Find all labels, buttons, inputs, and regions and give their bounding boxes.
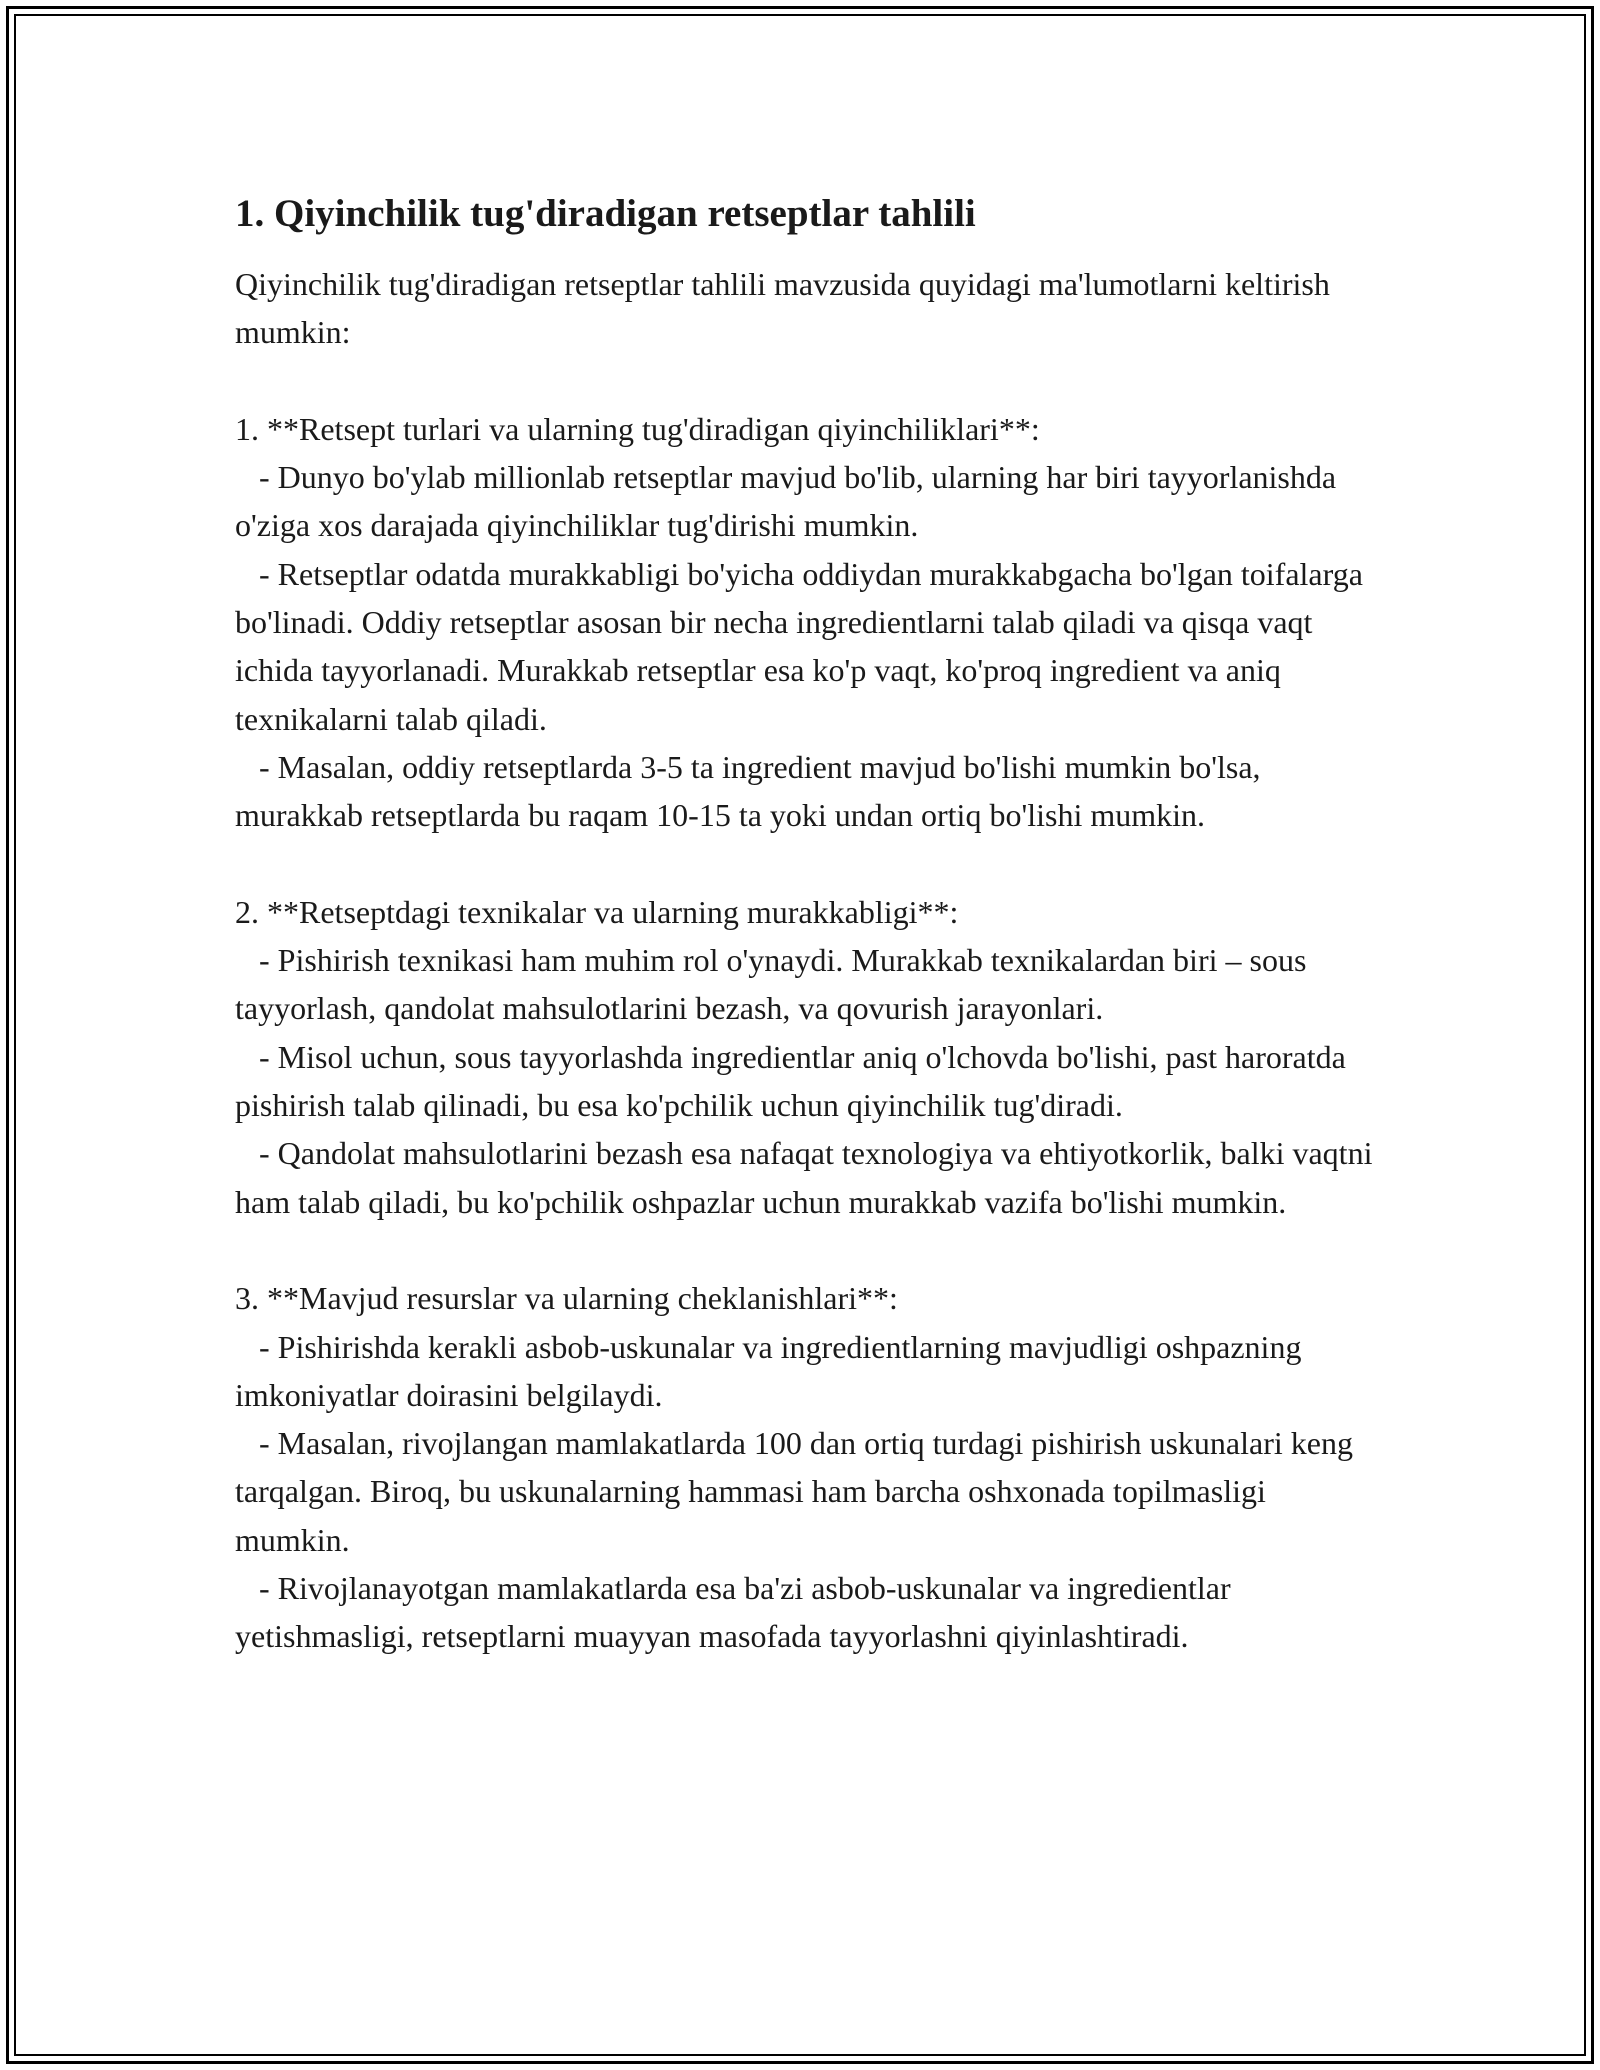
document-title: 1. Qiyinchilik tug'diradigan retseptlar tahlili [235,192,976,235]
document-content [235,190,1375,1661]
document-body: Qiyinchilik tug'diradigan retseptlar tahlili mavzusida quyidagi ma'lumotlarni keltirish mumkin: 1. **Retsept turlari va ularning tug'diradigan qiyinchiliklari**: - Dunyo bo'ylab millionlab retseptlar mavjud bo'lib, ularning har biri tayyorlanishda o'ziga xos darajada qiyinchiliklar tug'dirishi mumkin. - Retseptlar odatda murakkabligi bo'yicha oddiydan murakkabgacha bo'lgan toifalarga bo'linadi. Oddiy retseptlar asosan bir necha ingredientlarni talab qiladi va qisqa vaqt ichida tayyorlanadi. Murakkab retseptlar esa ko'p vaqt, ko'proq ingredient va aniq texnikalarni talab qiladi. - Masalan, oddiy retseptlarda 3-5 ta ingredient mavjud bo'lishi mumkin bo'lsa, murakkab retseptlarda bu raqam 10-15 ta yoki undan ortiq bo'lishi mumkin. 2. **Retseptdagi texnikalar va ularning murakkabligi**: - Pishirish texnikasi ham muhim rol o'ynaydi. Murakkab texnikalardan biri – sous tayyorlash, qandolat mahsulotlarini bezash, va qovurish jarayonlari. - Misol uchun, sous tayyorlashda ingredientlar aniq o'lchovda bo'lishi, past haroratda pishirish talab qilinadi, bu esa ko'pchilik uchun qiyinchilik tug'diradi. - Qandolat mahsulotlarini bezash esa nafaqat texnologiya va ehtiyotkorlik, balki vaqtni ham talab qiladi, bu ko'pchilik oshpazlar uchun murakkab vazifa bo'lishi mumkin. 3. **Mavjud resurslar va ularning cheklanishlari**: - Pishirishda kerakli asbob-uskunalar va ingredientlarning mavjudligi oshpazning imkoniyatlar doirasini belgilaydi. - Masalan, rivojlangan mamlakatlarda 100 dan ortiq turdagi pishirish uskunalari keng tarqalgan. Biroq, bu uskunalarning hammasi ham barcha oshxonada topilmasligi mumkin. - Rivojlanayotgan mamlakatlarda esa ba'zi asbob-uskunalar va ingredientlar yetishmasligi, retseptlarni muayyan masofada tayyorlashni qiyinlashtiradi. [235,266,1373,1655]
